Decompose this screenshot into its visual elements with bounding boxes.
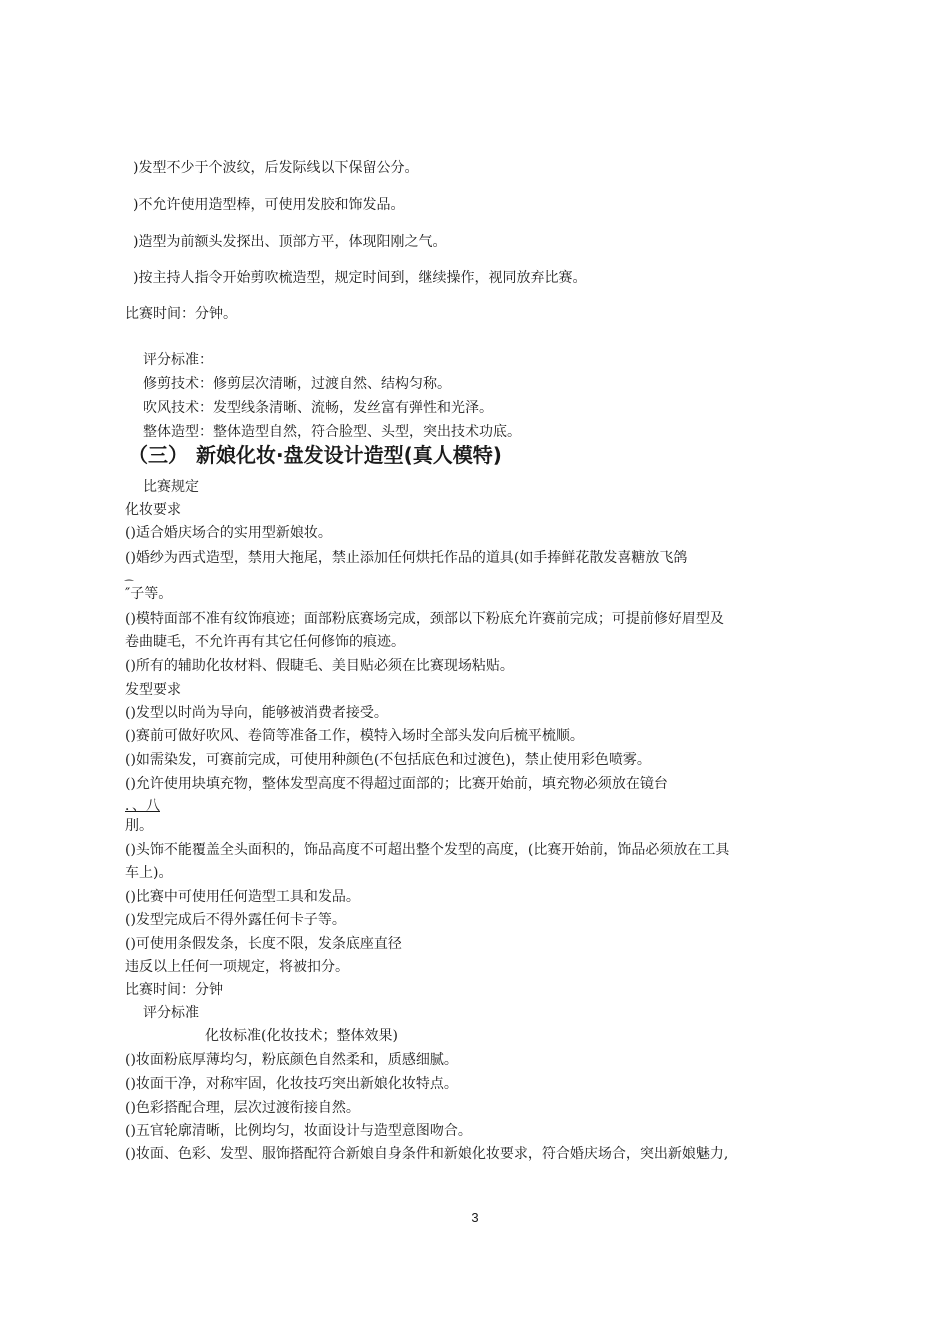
list-item: ()发型完成后不得外露任何卡子等。 xyxy=(125,912,346,928)
list-item: ()模特面部不准有纹饰痕迹；面部粉底赛场完成，颈部以下粉底允许赛前完成；可提前修好眉型及 xyxy=(125,611,724,627)
list-item: ()妆面干净，对称牢固，化妆技巧突出新娘化妆特点。 xyxy=(125,1076,458,1092)
list-item: ()妆面、色彩、发型、服饰搭配符合新娘自身条件和新娘化妆要求，符合婚庆场合，突出新娘魅力, xyxy=(125,1146,729,1162)
list-item-continuation: ″子等。 xyxy=(125,586,173,602)
competition-time: 比赛时间：分钟 xyxy=(125,982,223,998)
rules-label: 比赛规定 xyxy=(143,479,199,495)
rule-item: )按主持人指令开始剪吹梳造型，规定时间到，继续操作，视同放弃比赛。 xyxy=(133,270,587,286)
list-item-continuation: 卷曲睫毛，不允许再有其它任何修饰的痕迹。 xyxy=(125,634,405,650)
scoring-label: 评分标准 xyxy=(143,1005,199,1021)
page-number: 3 xyxy=(471,1210,479,1225)
list-item: ()所有的辅助化妆材料、假睫毛、美目贴必须在比赛现场粘贴。 xyxy=(125,658,514,674)
scoring-item: 吹风技术：发型线条清晰、流畅，发丝富有弹性和光泽。 xyxy=(143,400,493,416)
makeup-standard-title: 化妆标准(化妆技术；整体效果) xyxy=(205,1028,398,1044)
scoring-item: 整体造型：整体造型自然，符合脸型、头型，突出技术功底。 xyxy=(143,424,521,440)
list-item-continuation: 刖。 xyxy=(125,818,153,834)
list-item: ()比赛中可使用任何造型工具和发品。 xyxy=(125,889,360,905)
hair-label: 发型要求 xyxy=(125,682,181,698)
list-item: ()发型以时尚为导向，能够被消费者接受。 xyxy=(125,705,388,721)
makeup-label: 化妆要求 xyxy=(125,502,181,518)
text-fragment: ．、八 xyxy=(125,798,160,814)
list-item: ()如需染发，可赛前完成，可使用种颜色(不包括底色和过渡色)，禁止使用彩色喷雾。 xyxy=(125,752,651,768)
violation-note: 违反以上任何一项规定，将被扣分。 xyxy=(125,959,349,975)
list-item-continuation: 车上)。 xyxy=(125,865,173,881)
list-item: ()婚纱为西式造型，禁用大拖尾，禁止添加任何烘托作品的道具(如手捧鲜花散发喜糖放飞鸽 xyxy=(125,550,688,566)
list-item: ()可使用条假发条，长度不限，发条底座直径 xyxy=(125,936,402,952)
section-heading xyxy=(128,442,502,468)
list-item: ()适合婚庆场合的实用型新娘妆。 xyxy=(125,525,332,541)
list-item: ()赛前可做好吹风、卷筒等准备工作，模特入场时全部头发向后梳平梳顺。 xyxy=(125,728,584,744)
text-fragment: ⁔ xyxy=(125,571,134,582)
rule-item: )不允许使用造型棒，可使用发胶和饰发品。 xyxy=(133,197,405,213)
rule-item: )造型为前额头发探出、顶部方平，体现阳刚之气。 xyxy=(133,234,447,250)
rule-item: )发型不少于个波纹，后发际线以下保留公分。 xyxy=(133,160,419,176)
list-item: ()色彩搭配合理，层次过渡衔接自然。 xyxy=(125,1100,360,1116)
scoring-label: 评分标准： xyxy=(143,352,213,368)
competition-time: 比赛时间：分钟。 xyxy=(125,306,237,322)
section-title: 新娘化妆·盘发设计造型(真人模特) xyxy=(196,443,502,467)
list-item: ()允许使用块填充物，整体发型高度不得超过面部的；比赛开始前，填充物必须放在镜台 xyxy=(125,776,668,792)
list-item: ()妆面粉底厚薄均匀，粉底颜色自然柔和，质感细腻。 xyxy=(125,1052,458,1068)
scoring-item: 修剪技术：修剪层次清晰，过渡自然、结构匀称。 xyxy=(143,376,451,392)
list-item: ()头饰不能覆盖全头面积的，饰品高度不可超出整个发型的高度，(比赛开始前，饰品必须放在工具 xyxy=(125,842,730,858)
section-number: （三） xyxy=(128,443,188,467)
list-item: ()五官轮廓清晰，比例均匀，妆面设计与造型意图吻合。 xyxy=(125,1123,472,1139)
